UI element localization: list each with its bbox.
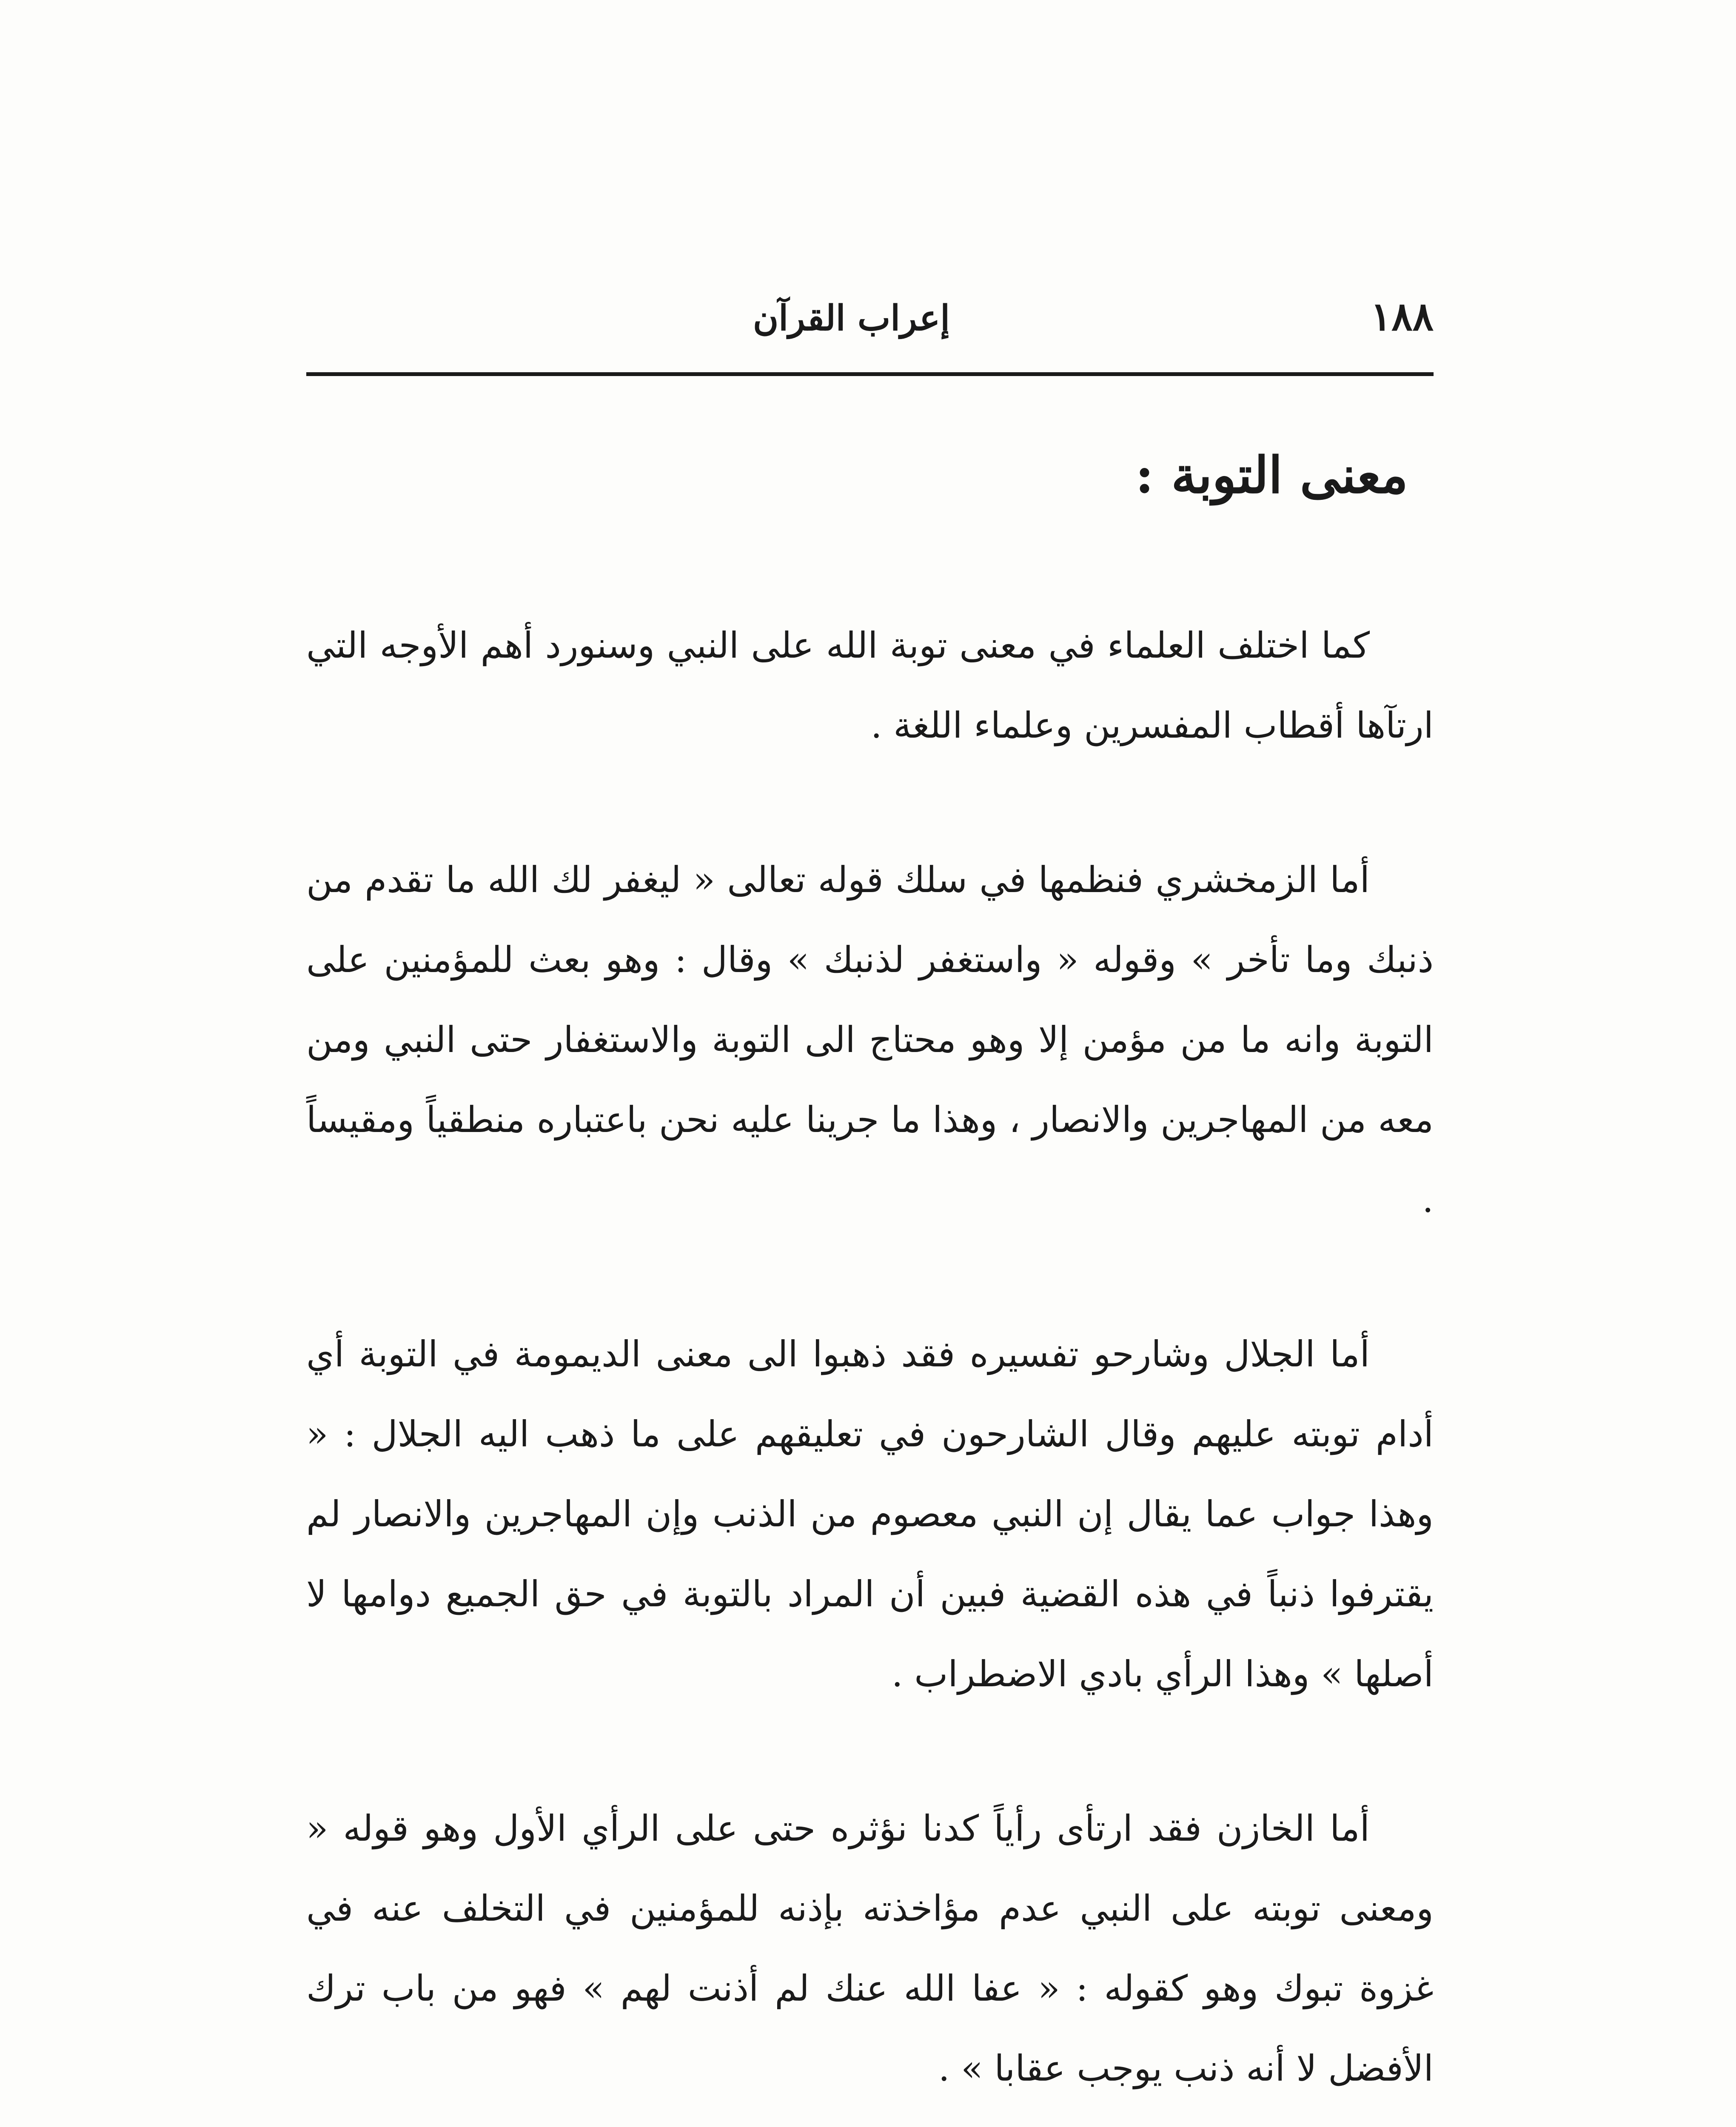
header-rule [306,372,1434,376]
page-header [306,277,1434,379]
page-body [306,425,1434,2127]
paragraph-3: أما الجلال وشارحو تفسيره فقد ذهبوا الى معنى الديمومة في التوبة أي أدام توبته عليهم وقال الشارحون في تعليقهم على ما ذهب اليه الجلال : « وهذا جواب عما يقال إن النبي معصوم من الذنب وإن المهاجرين والانصار لم يقترفوا ذنباً في هذه القضية فبين أن المراد بالتوبة في حق الجميع دوامها لا أصلها » وهذا الرأي بادي الاضطراب . [306,1333,1434,1695]
paragraph-2: أما الزمخشري فنظمها في سلك قوله تعالى « ليغفر لك الله ما تقدم من ذنبك وما تأخر » وقوله « واستغفر لذنبك » وقال : وهو بعث للمؤمنين على التوبة وانه ما من مؤمن إلا وهو محتاج الى التوبة والاستغفار حتى النبي ومن معه من المهاجرين والانصار ، وهذا ما جرينا عليه نحن باعتباره منطقياً ومقيساً . [306,859,1434,1221]
running-title: إعراب القرآن [753,298,950,339]
paragraph-4: أما الخازن فقد ارتأى رأياً كدنا نؤثره حتى على الرأي الأول وهو قوله « ومعنى توبته على النبي عدم مؤاخذته بإذنه للمؤمنين في التخلف عنه في غزوة تبوك وهو كقوله : « عفا الله عنك لم أذنت لهم » فهو من باب ترك الأفضل لا أنه ذنب يوجب عقابا » . [306,1808,1434,2090]
paragraph-1: كما اختلف العلماء في معنى توبة الله على النبي وسنورد أهم الأوجه التي ارتآها أقطاب المفسرين وعلماء اللغة . [306,624,1434,747]
page-number: ١٨٨ [1370,294,1434,339]
section-heading: معنى التوبة : [1135,445,1408,505]
